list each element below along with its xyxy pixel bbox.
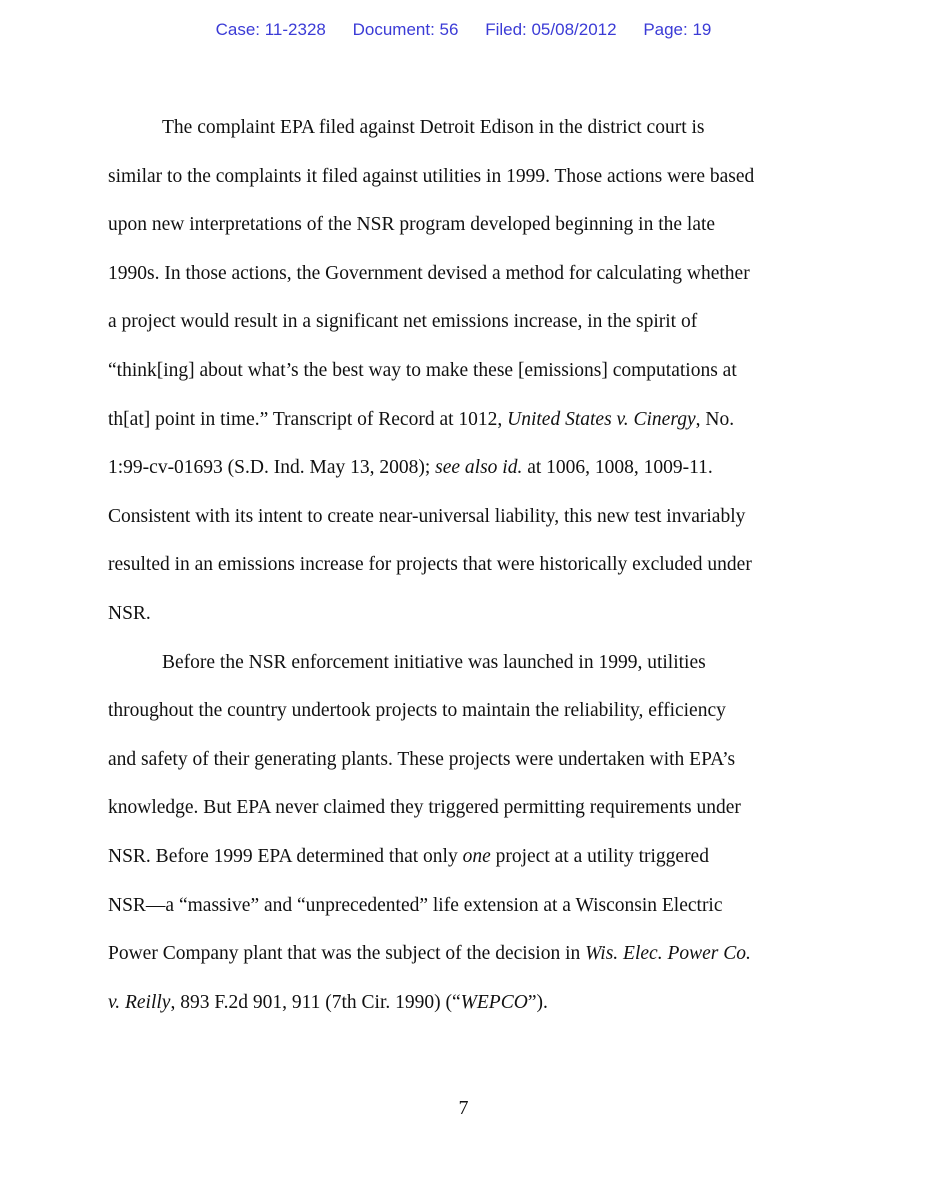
paragraph-2: [108, 639, 828, 1028]
text-line: NSR—a “massive” and “unprecedented” life extension at a Wisconsin Electric: [108, 894, 723, 916]
text-line: The complaint EPA filed against Detroit Edison in the district court is: [162, 117, 705, 138]
text-run: NSR. Before 1999 EPA determined that only: [108, 845, 463, 867]
document-body: [108, 104, 828, 1027]
case-citation-italic: v. Reilly: [108, 991, 171, 1013]
text-line: knowledge. But EPA never claimed they triggered permitting requirements under: [108, 797, 741, 819]
text-line: resulted in an emissions increase for projects that were historically excluded under: [108, 554, 752, 576]
text-line: “think[ing] about what’s the best way to make these [emissions] computations at: [108, 359, 737, 381]
short-name-italic: WEPCO: [460, 991, 528, 1013]
case-citation-italic: United States v. Cinergy: [507, 408, 696, 430]
text-line: throughout the country undertook projects to maintain the reliability, efficiency: [108, 700, 726, 722]
emphasis-italic: one: [462, 845, 491, 867]
signal-italic: see also id.: [435, 457, 523, 479]
case-citation-italic: Wis. Elec. Power Co.: [585, 943, 751, 965]
text-line: Before the NSR enforcement initiative was launched in 1999, utilities: [162, 651, 706, 673]
text-run: th[at] point in time.” Transcript of Record at 1012,: [108, 408, 508, 430]
text-line: a project would result in a significant net emissions increase, in the spirit of: [108, 311, 698, 333]
text-run: project at a utility triggered: [490, 845, 709, 867]
text-line: NSR.: [108, 602, 151, 624]
text-run: Power Company plant that was the subject of the decision in: [108, 943, 586, 965]
text-line: [108, 979, 828, 1028]
text-line: [108, 930, 828, 979]
text-line: similar to the complaints it filed against utilities in 1999. Those actions were based: [108, 165, 755, 187]
text-line: [108, 396, 828, 445]
text-run: 1:99-cv-01693 (S.D. Ind. May 13, 2008);: [108, 457, 436, 479]
text-run: , No.: [695, 408, 735, 430]
text-line: and safety of their generating plants. These projects were undertaken with EPA’s: [108, 748, 736, 770]
text-run: ”).: [527, 991, 548, 1013]
page-number: 7: [458, 1097, 469, 1119]
case-number: Case: 11-2328: [215, 20, 326, 39]
text-line: [108, 444, 828, 493]
text-line: [108, 833, 828, 882]
text-line: Consistent with its intent to create near-universal liability, this new test invariably: [108, 505, 746, 527]
text-line: 1990s. In those actions, the Government devised a method for calculating whether: [108, 262, 750, 284]
filed-date: Filed: 05/08/2012: [485, 20, 617, 39]
case-header: [0, 20, 927, 40]
paragraph-1: [108, 104, 828, 639]
header-page-number: Page: 19: [643, 20, 712, 39]
text-line: upon new interpretations of the NSR program developed beginning in the late: [108, 214, 716, 236]
text-run: at 1006, 1008, 1009-11.: [522, 457, 713, 479]
document-number: Document: 56: [352, 20, 459, 39]
text-run: , 893 F.2d 901, 911 (7th Cir. 1990) (“: [170, 991, 461, 1013]
